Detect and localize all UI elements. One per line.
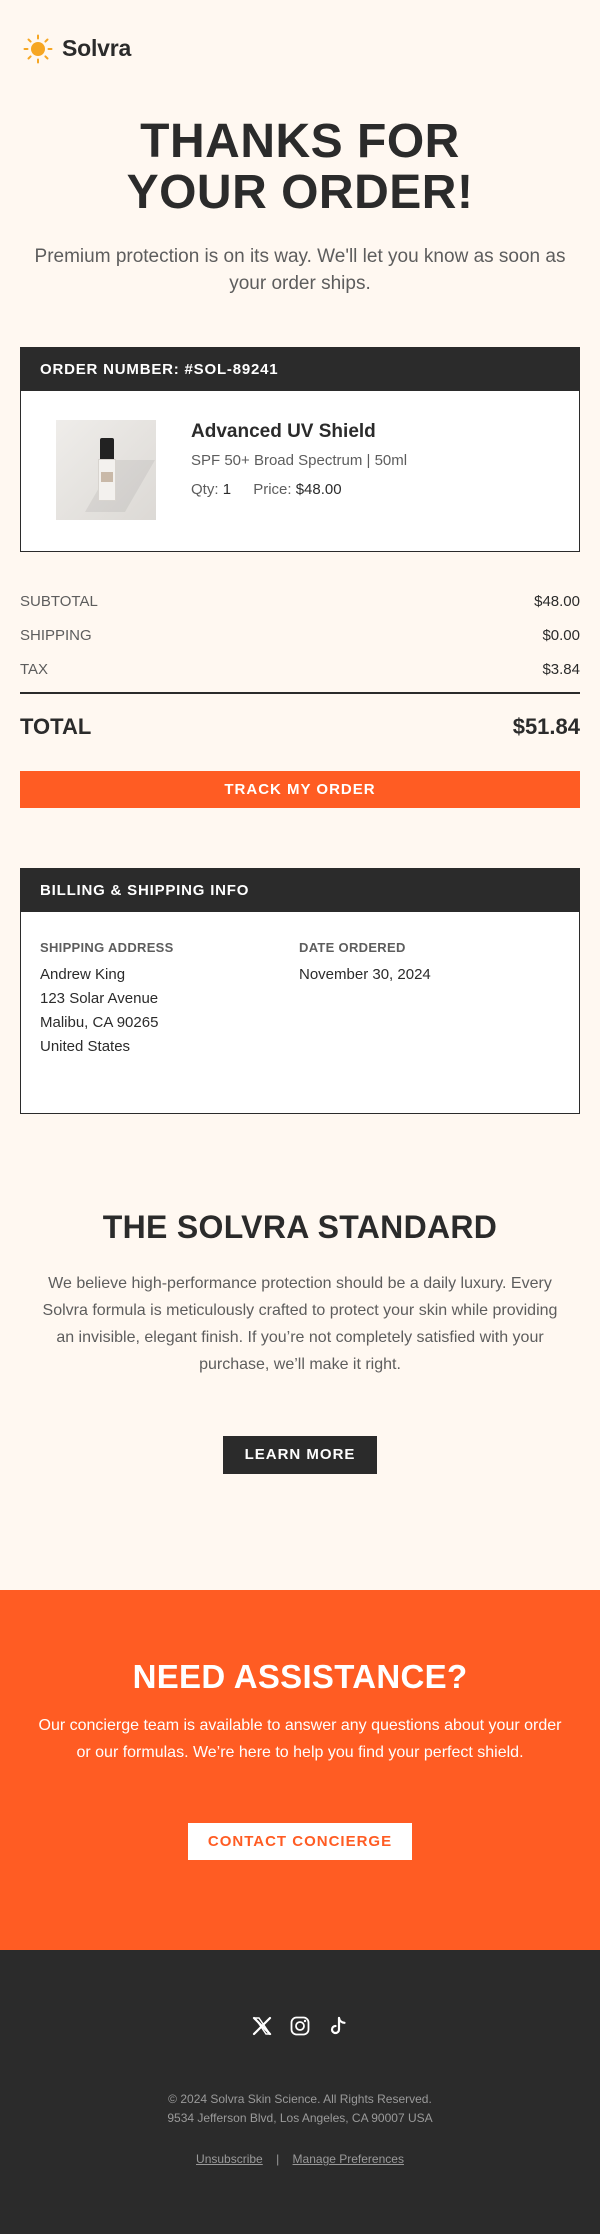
product-info bbox=[191, 420, 407, 521]
tiktok-icon[interactable] bbox=[328, 2016, 348, 2036]
product-name[interactable]: Advanced UV Shield bbox=[191, 421, 376, 442]
subtotal-value: $48.00 bbox=[534, 593, 580, 610]
product-meta bbox=[191, 481, 407, 498]
date-ordered-column bbox=[299, 940, 558, 1059]
shipping-address-label: SHIPPING ADDRESS bbox=[40, 940, 174, 955]
assistance-section bbox=[0, 1590, 600, 1950]
footer-legal bbox=[0, 2090, 600, 2128]
hero-title-line1: THANKS FOR bbox=[140, 115, 460, 168]
shipping-row bbox=[20, 626, 580, 660]
unsubscribe-link[interactable]: Unsubscribe bbox=[196, 2152, 263, 2166]
hero-section bbox=[0, 64, 600, 297]
tax-value: $3.84 bbox=[542, 661, 580, 678]
footer-address: 9534 Jefferson Blvd, Los Angeles, CA 90007 USA bbox=[167, 2111, 433, 2125]
order-totals bbox=[20, 592, 580, 740]
social-links bbox=[0, 2016, 600, 2040]
billing-card bbox=[20, 868, 580, 1114]
price-label: Price: bbox=[253, 481, 292, 498]
tax-label: TAX bbox=[20, 661, 49, 678]
order-number-header: ORDER NUMBER: #SOL-89241 bbox=[21, 348, 579, 391]
x-icon[interactable] bbox=[252, 2016, 272, 2036]
order-card bbox=[20, 347, 580, 552]
order-item bbox=[21, 391, 579, 551]
footer-links bbox=[0, 2152, 600, 2166]
brand-name: Solvra bbox=[62, 35, 132, 61]
brand-header bbox=[0, 0, 600, 64]
footer-copyright: © 2024 Solvra Skin Science. All Rights Reserved. bbox=[168, 2092, 432, 2106]
total-value: $51.84 bbox=[512, 714, 580, 739]
address-street: 123 Solar Avenue bbox=[40, 990, 159, 1007]
subtotal-label: SUBTOTAL bbox=[20, 593, 98, 610]
qty-label: Qty: bbox=[191, 481, 219, 498]
shipping-label: SHIPPING bbox=[20, 627, 92, 644]
price-value: $48.00 bbox=[295, 481, 342, 498]
subtotal-row bbox=[20, 592, 580, 626]
hero-title-line2: YOUR ORDER! bbox=[126, 166, 474, 219]
qty-value: 1 bbox=[222, 481, 232, 498]
assistance-title: NEED ASSISTANCE? bbox=[132, 1658, 468, 1695]
total-row bbox=[20, 714, 580, 740]
address-city: Malibu, CA 90265 bbox=[40, 1014, 159, 1031]
footer bbox=[0, 1950, 600, 2234]
shipping-address-column bbox=[40, 940, 299, 1059]
instagram-icon[interactable] bbox=[290, 2016, 310, 2036]
standard-section bbox=[0, 1114, 600, 1474]
contact-concierge-button[interactable]: CONTACT CONCIERGE bbox=[188, 1823, 412, 1860]
hero-title bbox=[100, 116, 500, 218]
shipping-value: $0.00 bbox=[542, 627, 580, 644]
track-order-button[interactable]: TRACK MY ORDER bbox=[20, 771, 580, 808]
standard-title: THE SOLVRA STANDARD bbox=[102, 1209, 498, 1245]
manage-preferences-link[interactable]: Manage Preferences bbox=[292, 2152, 404, 2166]
product-details: SPF 50+ Broad Spectrum | 50ml bbox=[191, 452, 408, 469]
assistance-body: Our concierge team is available to answer any questions about your order or our formulas. We’re here to help you find your perfect shield. bbox=[38, 1717, 562, 1761]
date-ordered-label: DATE ORDERED bbox=[299, 940, 406, 955]
hero-subtitle: Premium protection is on its way. We'll let you know as soon as your order ships. bbox=[34, 246, 566, 294]
standard-body: We believe high-performance protection should be a daily luxury. Every Solvra formula is meticulously crafted to protect your skin while providing an invisible, elegant finish. If you’re not completely satisfied with your purchase, we’ll make it right. bbox=[42, 1275, 558, 1373]
sun-logo-icon bbox=[23, 34, 53, 64]
billing-header: BILLING & SHIPPING INFO bbox=[21, 869, 579, 912]
totals-divider bbox=[20, 692, 580, 694]
tax-row bbox=[20, 660, 580, 692]
date-ordered-value: November 30, 2024 bbox=[299, 966, 431, 983]
billing-columns bbox=[21, 912, 579, 1059]
total-label: TOTAL bbox=[20, 714, 92, 739]
learn-more-button[interactable]: LEARN MORE bbox=[223, 1436, 377, 1474]
address-country: United States bbox=[40, 1038, 131, 1055]
product-image[interactable] bbox=[56, 420, 156, 520]
footer-separator: | bbox=[276, 2152, 280, 2166]
address-name: Andrew King bbox=[40, 966, 126, 983]
shipping-address bbox=[40, 963, 299, 1059]
